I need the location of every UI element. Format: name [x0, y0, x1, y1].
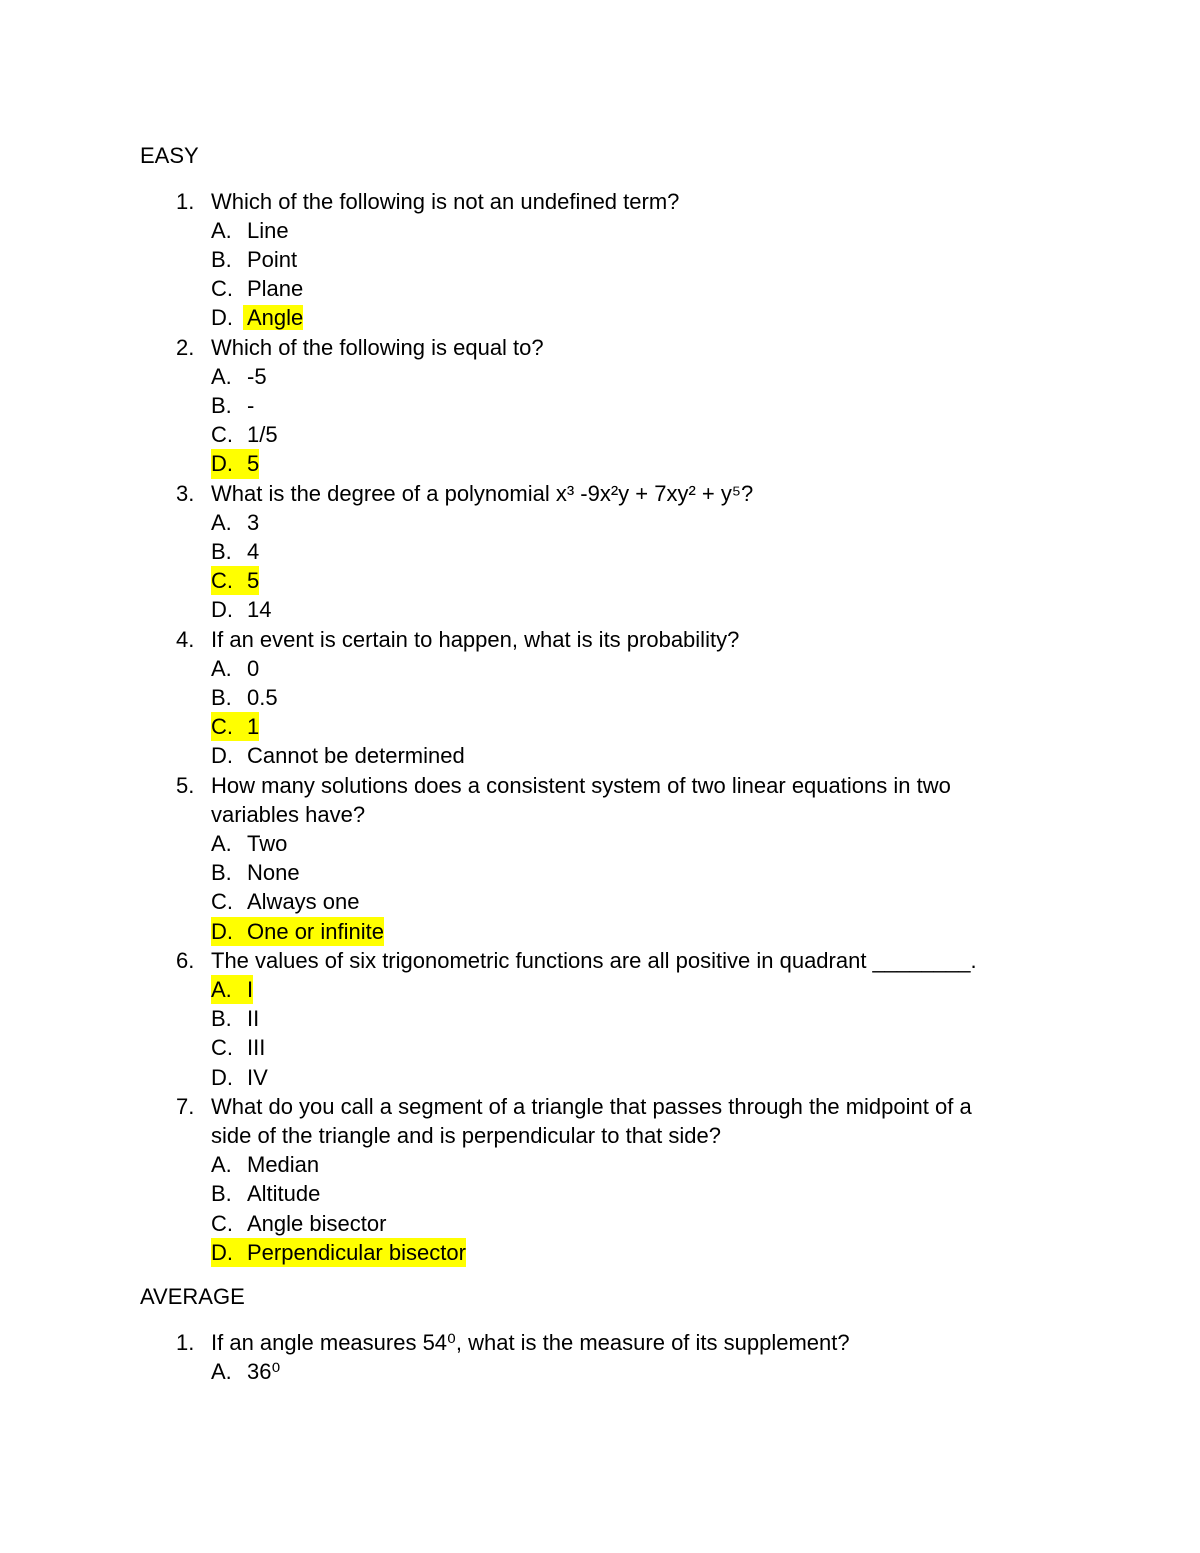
question-number: 1. — [176, 188, 195, 214]
option-text: III — [247, 1035, 266, 1061]
option-text: 5 — [247, 451, 260, 477]
answer-option — [211, 829, 287, 858]
option-line — [0, 420, 1200, 449]
question-line — [0, 333, 1200, 362]
option-letter: B. — [211, 1006, 232, 1032]
option-text: II — [247, 1006, 260, 1032]
answer-option — [211, 887, 360, 916]
option-letter: D. — [211, 918, 233, 944]
option-line — [0, 1063, 1200, 1092]
option-line — [0, 683, 1200, 712]
option-line — [0, 508, 1200, 537]
question-text: If an event is certain to happen, what is its probability? — [211, 626, 740, 652]
option-line — [0, 654, 1200, 683]
answer-option — [211, 216, 289, 245]
question-number: 2. — [176, 334, 195, 360]
answer-option — [211, 274, 303, 303]
answer-option — [211, 595, 271, 624]
option-text: Median — [247, 1152, 320, 1178]
option-letter: D. — [211, 1239, 233, 1265]
option-text: Line — [247, 217, 289, 243]
option-letter: C. — [211, 422, 233, 448]
question-text: Which of the following is equal to? — [211, 334, 544, 360]
option-text: 0.5 — [247, 684, 278, 710]
correct-answer-option — [211, 449, 259, 478]
question-number: 5. — [176, 772, 195, 798]
correct-answer-option — [211, 917, 384, 946]
option-letter: D. — [211, 597, 233, 623]
option-letter: A. — [211, 1358, 232, 1384]
option-line — [0, 537, 1200, 566]
option-line — [0, 303, 1200, 332]
answer-option — [211, 1209, 386, 1238]
option-line — [0, 741, 1200, 770]
question-text: variables have? — [211, 801, 366, 827]
option-letter: D. — [211, 451, 233, 477]
question-line — [0, 1328, 1200, 1357]
option-text: 1 — [247, 714, 260, 740]
option-letter: A. — [211, 217, 232, 243]
option-text: One or infinite — [247, 918, 384, 944]
question-number: 6. — [176, 947, 195, 973]
option-text: Point — [247, 246, 298, 272]
option-line — [0, 1033, 1200, 1062]
answer-option — [211, 391, 254, 420]
answer-option — [211, 858, 300, 887]
option-text: -5 — [247, 363, 267, 389]
option-line — [0, 391, 1200, 420]
option-line — [0, 1150, 1200, 1179]
option-line — [0, 858, 1200, 887]
option-text: None — [247, 860, 300, 886]
option-line — [0, 1357, 1200, 1386]
answer-option — [211, 420, 278, 449]
option-letter: C. — [211, 1210, 233, 1236]
question-number: 3. — [176, 480, 195, 506]
correct-answer-option — [211, 975, 253, 1004]
option-text: Two — [247, 830, 288, 856]
option-letter: A. — [211, 976, 232, 1002]
answer-option — [211, 654, 259, 683]
option-letter: B. — [211, 538, 232, 564]
option-letter: C. — [211, 714, 233, 740]
option-text: Angle bisector — [247, 1210, 387, 1236]
option-text: Plane — [247, 276, 304, 302]
option-line — [0, 449, 1200, 478]
answer-option — [211, 1004, 259, 1033]
option-letter: D. — [211, 1064, 233, 1090]
option-text: I — [247, 976, 254, 1002]
question-line — [0, 1092, 1200, 1121]
option-line — [0, 887, 1200, 916]
answer-option — [211, 1033, 265, 1062]
option-letter: B. — [211, 1181, 232, 1207]
correct-answer-option — [211, 566, 259, 595]
option-text: - — [247, 392, 255, 418]
question-number: 1. — [176, 1329, 195, 1355]
option-letter: B. — [211, 860, 232, 886]
option-letter: A. — [211, 363, 232, 389]
question-text: What do you call a segment of a triangle that passes through the midpoint of a — [211, 1093, 972, 1119]
option-line — [0, 274, 1200, 303]
option-line — [0, 1209, 1200, 1238]
correct-answer-option — [211, 712, 259, 741]
option-text: Angle — [243, 305, 303, 330]
option-text: Altitude — [247, 1181, 321, 1207]
option-letter: B. — [211, 684, 232, 710]
option-text: 5 — [247, 568, 260, 594]
option-text: 1/5 — [247, 422, 278, 448]
option-text: 14 — [247, 597, 272, 623]
answer-option — [211, 741, 465, 770]
option-letter: B. — [211, 392, 232, 418]
answer-option — [211, 537, 259, 566]
question-line — [0, 1121, 1200, 1150]
question-line — [0, 946, 1200, 975]
question-text: What is the degree of a polynomial x³ -9x²y + 7xy² + y⁵? — [211, 480, 754, 506]
option-text: 0 — [247, 655, 260, 681]
option-line — [0, 712, 1200, 741]
question-text: side of the triangle and is perpendicular to that side? — [211, 1122, 721, 1148]
option-letter: C. — [211, 276, 233, 302]
option-line — [0, 975, 1200, 1004]
answer-option — [211, 1357, 280, 1386]
section-heading: EASY — [140, 143, 199, 168]
correct-answer-option — [211, 303, 303, 332]
question-number: 4. — [176, 626, 195, 652]
option-letter: A. — [211, 655, 232, 681]
option-letter: C. — [211, 568, 233, 594]
answer-option — [211, 362, 267, 391]
option-line — [0, 566, 1200, 595]
option-line — [0, 216, 1200, 245]
question-line — [0, 187, 1200, 216]
answer-option — [211, 245, 297, 274]
question-number: 7. — [176, 1093, 195, 1119]
answer-option — [211, 683, 278, 712]
option-text: Perpendicular bisector — [247, 1239, 466, 1265]
option-line — [0, 1238, 1200, 1267]
option-letter: C. — [211, 1035, 233, 1061]
option-letter: A. — [211, 509, 232, 535]
question-line — [0, 625, 1200, 654]
question-line — [0, 800, 1200, 829]
question-text: If an angle measures 54⁰, what is the measure of its supplement? — [211, 1329, 850, 1355]
answer-option — [211, 1063, 268, 1092]
option-text: 36⁰ — [247, 1358, 281, 1384]
option-line — [0, 917, 1200, 946]
option-line — [0, 245, 1200, 274]
question-text: How many solutions does a consistent system of two linear equations in two — [211, 772, 951, 798]
answer-option — [211, 1179, 320, 1208]
option-letter: D. — [211, 743, 233, 769]
option-letter: A. — [211, 1152, 232, 1178]
option-letter: A. — [211, 830, 232, 856]
option-text: IV — [247, 1064, 268, 1090]
option-text: 4 — [247, 538, 260, 564]
option-letter: C. — [211, 889, 233, 915]
question-line — [0, 771, 1200, 800]
option-letter: D. — [211, 305, 233, 331]
option-text: Always one — [247, 889, 360, 915]
option-text: 3 — [247, 509, 260, 535]
correct-answer-option — [211, 1238, 466, 1267]
section-heading: AVERAGE — [140, 1284, 245, 1309]
answer-option — [211, 508, 259, 537]
option-line — [0, 829, 1200, 858]
option-letter: B. — [211, 246, 232, 272]
question-text: The values of six trigonometric functions are all positive in quadrant ________. — [211, 947, 977, 973]
option-line — [0, 1179, 1200, 1208]
option-line — [0, 362, 1200, 391]
answer-option — [211, 1150, 319, 1179]
option-line — [0, 1004, 1200, 1033]
question-line — [0, 479, 1200, 508]
option-line — [0, 595, 1200, 624]
question-text: Which of the following is not an undefined term? — [211, 188, 680, 214]
option-text: Cannot be determined — [247, 743, 465, 769]
